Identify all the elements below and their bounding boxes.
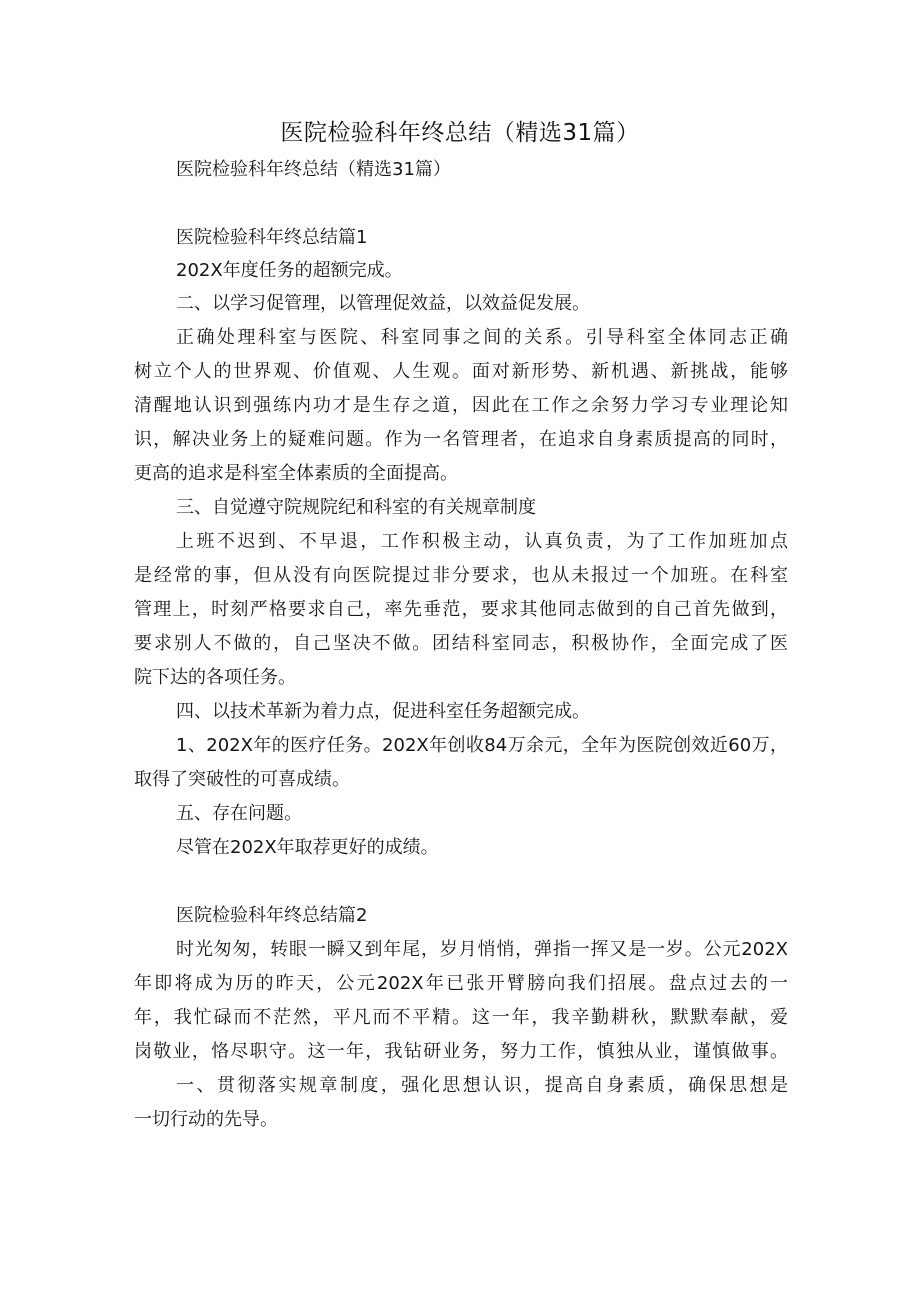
paragraph-line: 1、202X年的医疗任务。202X年创收84万余元，全年为医院创效近60万， [176,735,788,756]
subheading-4: 四、以技术革新为着力点，促进科室任务超额完成。 [176,701,590,722]
paragraph-line: 取得了突破性的可喜成绩。 [134,769,350,790]
paragraph-line: 清醒地认识到强练内功才是生存之道，因此在工作之余努力学习专业理论知 [134,395,788,416]
paragraph-line: 岗敬业，恪尽职守。这一年，我钻研业务，努力工作，慎独从业，谨慎做事。 [134,1041,788,1062]
subheading-2: 二、以学习促管理，以管理促效益，以效益促发展。 [176,293,590,314]
subheading-5: 五、存在问题。 [176,803,302,824]
paragraph-line: 正确处理科室与医院、科室同事之间的关系。引导科室全体同志正确 [176,327,788,348]
paragraph-line: 识，解决业务上的疑难问题。作为一名管理者，在追求自身素质提高的同时， [134,429,788,450]
paragraph-line: 上班不迟到、不早退，工作积极主动，认真负责，为了工作加班加点 [176,531,788,552]
paragraph-line: 尽管在202X年取荐更好的成绩。 [176,837,439,858]
paragraph-line: 是经常的事，但从没有向医院提过非分要求，也从未报过一个加班。在科室 [134,565,788,586]
paragraph-line: 一、贯彻落实规章制度，强化思想认识，提高自身素质，确保思想是 [176,1075,788,1096]
paragraph-line: 202X年度任务的超额完成。 [176,260,403,281]
paragraph-line: 年即将成为历的昨天，公元202X年已张开臂膀向我们招展。盘点过去的一 [134,973,788,994]
subheading-3: 三、自觉遵守院规院纪和科室的有关规章制度 [176,497,536,518]
document-title: 医院检验科年终总结（精选31篇） [280,120,640,146]
section-heading-2: 医院检验科年终总结篇2 [176,905,368,926]
paragraph-line: 年，我忙碌而不茫然，平凡而不平精。这一年，我辛勤耕秋，默默奉献，爱 [134,1007,788,1028]
section-heading-1: 医院检验科年终总结篇1 [176,227,368,248]
paragraph-line: 一切行动的先导。 [134,1109,278,1130]
paragraph-line: 院下达的各项任务。 [134,667,296,688]
document-subtitle: 医院检验科年终总结（精选31篇） [176,159,451,180]
paragraph-line: 更高的追求是科室全体素质的全面提高。 [134,463,458,484]
paragraph-line: 要求别人不做的，自己坚决不做。团结科室同志，积极协作，全面完成了医 [134,633,788,654]
paragraph-line: 管理上，时刻严格要求自己，率先垂范，要求其他同志做到的自己首先做到， [134,599,788,620]
paragraph-line: 时光匆匆，转眼一瞬又到年尾，岁月悄悄，弹指一挥又是一岁。公元202X [176,939,788,960]
paragraph-line: 树立个人的世界观、价值观、人生观。面对新形势、新机遇、新挑战，能够 [134,361,788,382]
